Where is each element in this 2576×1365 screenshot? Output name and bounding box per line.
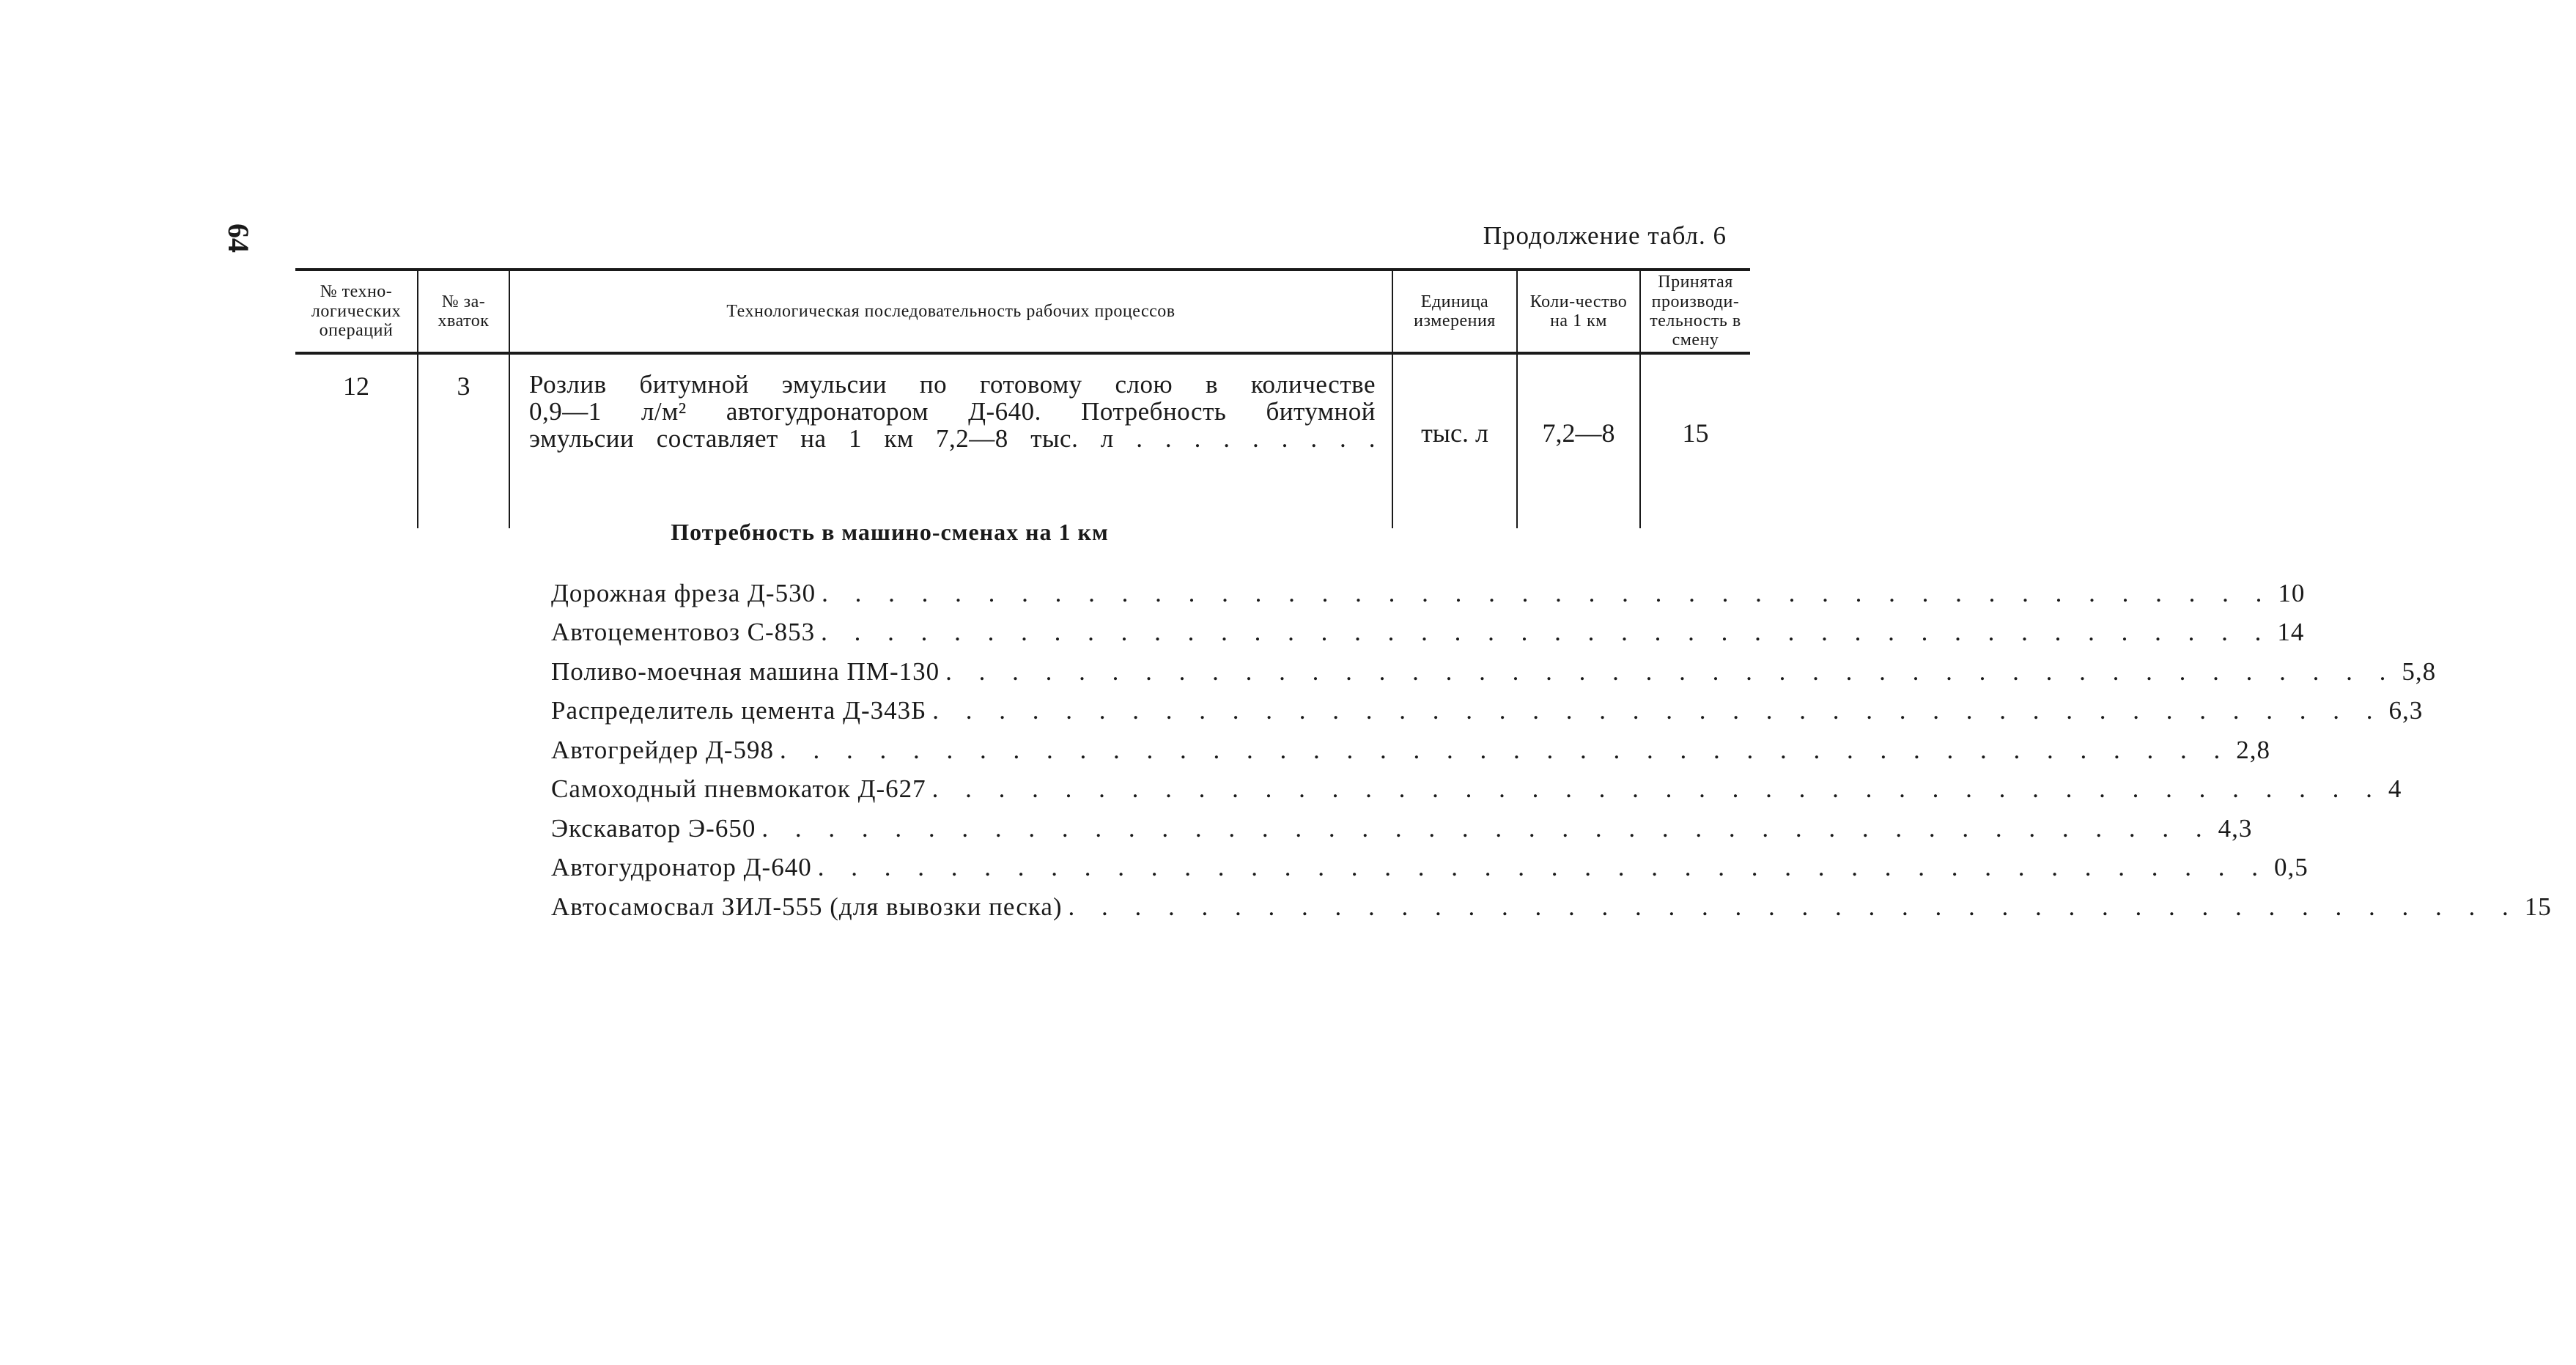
section-title-text: Потребность в машино-сменах на 1 км: [671, 519, 1109, 545]
cell-quantity: 7,2—8: [1517, 353, 1640, 528]
leader-dots: . . . . . . . . . . . . . . . . . . . . . . . . . . . . . . . . . . . . . . . . . . . .: [932, 696, 2383, 725]
machine-name: Автогрейдер Д-598: [551, 735, 775, 764]
machine-value: 4,3: [2218, 813, 2253, 843]
process-table: [295, 268, 1750, 528]
header-process-sequence: Технологическая последовательность рабочих процессов: [509, 270, 1392, 353]
header-operation-no: № техно-логических операций: [311, 282, 402, 341]
list-item: [551, 765, 2402, 804]
cell-unit: тыс. л: [1392, 353, 1517, 528]
header-productivity: Принятая производи-тельность в смену: [1640, 270, 1750, 353]
leader-dots: . . . . . . . . . . . . . . . . . . . . . . . . . . . . . . . . . . . . . . . . . . . .: [822, 578, 2273, 607]
section-title: [0, 519, 1860, 546]
machine-name: Автосамосвал ЗИЛ-555 (для вывозки песка): [551, 892, 1063, 921]
machine-value: 4: [2388, 774, 2402, 803]
cell-operation-no: 12: [343, 371, 369, 401]
description-line: 0,9—1 л/м² автогудронатором Д-640. Потребность битумной: [529, 397, 1376, 426]
list-item: [551, 725, 2271, 765]
leader-dots: . . . . . . . . . . . . . . . . . . . . . . . . . . . . . . . . . . . . . . . . . . . .: [821, 618, 2272, 646]
list-item: [551, 804, 2253, 843]
leader-dots: . . . . . . . . . . . . . . . . . . . . . . . . . . . . . . . . . . . . . . . . . . . .: [945, 656, 2396, 686]
machine-name: Автоцементовоз С-853: [551, 618, 816, 646]
table-continuation-label: Продолжение табл. 6: [1483, 221, 1727, 250]
description-line: эмульсии составляет на 1 км 7,2—8 тыс. л . . . . . . . . .: [529, 424, 1376, 453]
machine-name: Поливо-моечная машина ПМ-130: [551, 656, 940, 686]
machine-value: 6,3: [2388, 696, 2424, 725]
leader-dots: . . . . . . . . . . . . . . . . . . . . . . . . . . . . . . . . . . . . . . . . . . . .: [761, 813, 2213, 843]
leader-dots: . . . . . . . . . . . . . . . . . . . . . . . . . . . . . . . . . . . . . . . . . . . .: [817, 853, 2268, 881]
machine-name: Дорожная фреза Д-530: [551, 578, 816, 607]
machine-shift-list: [551, 569, 2552, 922]
machine-value: 0,5: [2273, 853, 2309, 881]
machine-name: Распределитель цемента Д-343Б: [551, 696, 927, 725]
leader-dots: . . . . . . . . . . . . . . . . . . . . . . . . . . . . . . . . . . . . . . . . . . . .: [1068, 892, 2519, 921]
header-unit: Единица измерения: [1392, 270, 1517, 353]
cell-capture-no: 3: [418, 353, 509, 528]
leader-dots: . . . . . . . . . . . . . . . . . . . . . . . . . . . . . . . . . . . . . . . . . . . .: [931, 774, 2383, 803]
list-item: [551, 843, 2309, 883]
list-item: [551, 882, 2552, 922]
header-quantity: Коли-чество на 1 км: [1517, 270, 1640, 353]
table-row: [295, 353, 1750, 528]
machine-name: Экскаватор Э-650: [551, 813, 756, 843]
leader-dots: . . . . . . . . . . . . . . . . . . . . . . . . . . . . . . . . . . . . . . . . . . . .: [780, 735, 2231, 764]
list-item: [551, 687, 2424, 726]
machine-value: 5,8: [2402, 656, 2437, 686]
header-capture-no: № за-хваток: [418, 270, 509, 353]
machine-value: 10: [2278, 578, 2306, 607]
machine-value: 15: [2524, 892, 2552, 921]
table-header-row: [295, 270, 1750, 353]
list-item: [551, 608, 2305, 648]
list-item: [551, 647, 2437, 687]
cell-productivity: 15: [1640, 353, 1750, 528]
machine-value: 14: [2277, 618, 2305, 646]
page-number: 64: [222, 223, 255, 253]
machine-value: 2,8: [2236, 735, 2271, 764]
list-item: [551, 569, 2306, 608]
description-line: Розлив битумной эмульсии по готовому слою в количестве: [529, 370, 1376, 399]
cell-description: [509, 353, 1392, 528]
machine-name: Автогудронатор Д-640: [551, 853, 812, 881]
machine-name: Самоходный пневмокаток Д-627: [551, 774, 926, 803]
